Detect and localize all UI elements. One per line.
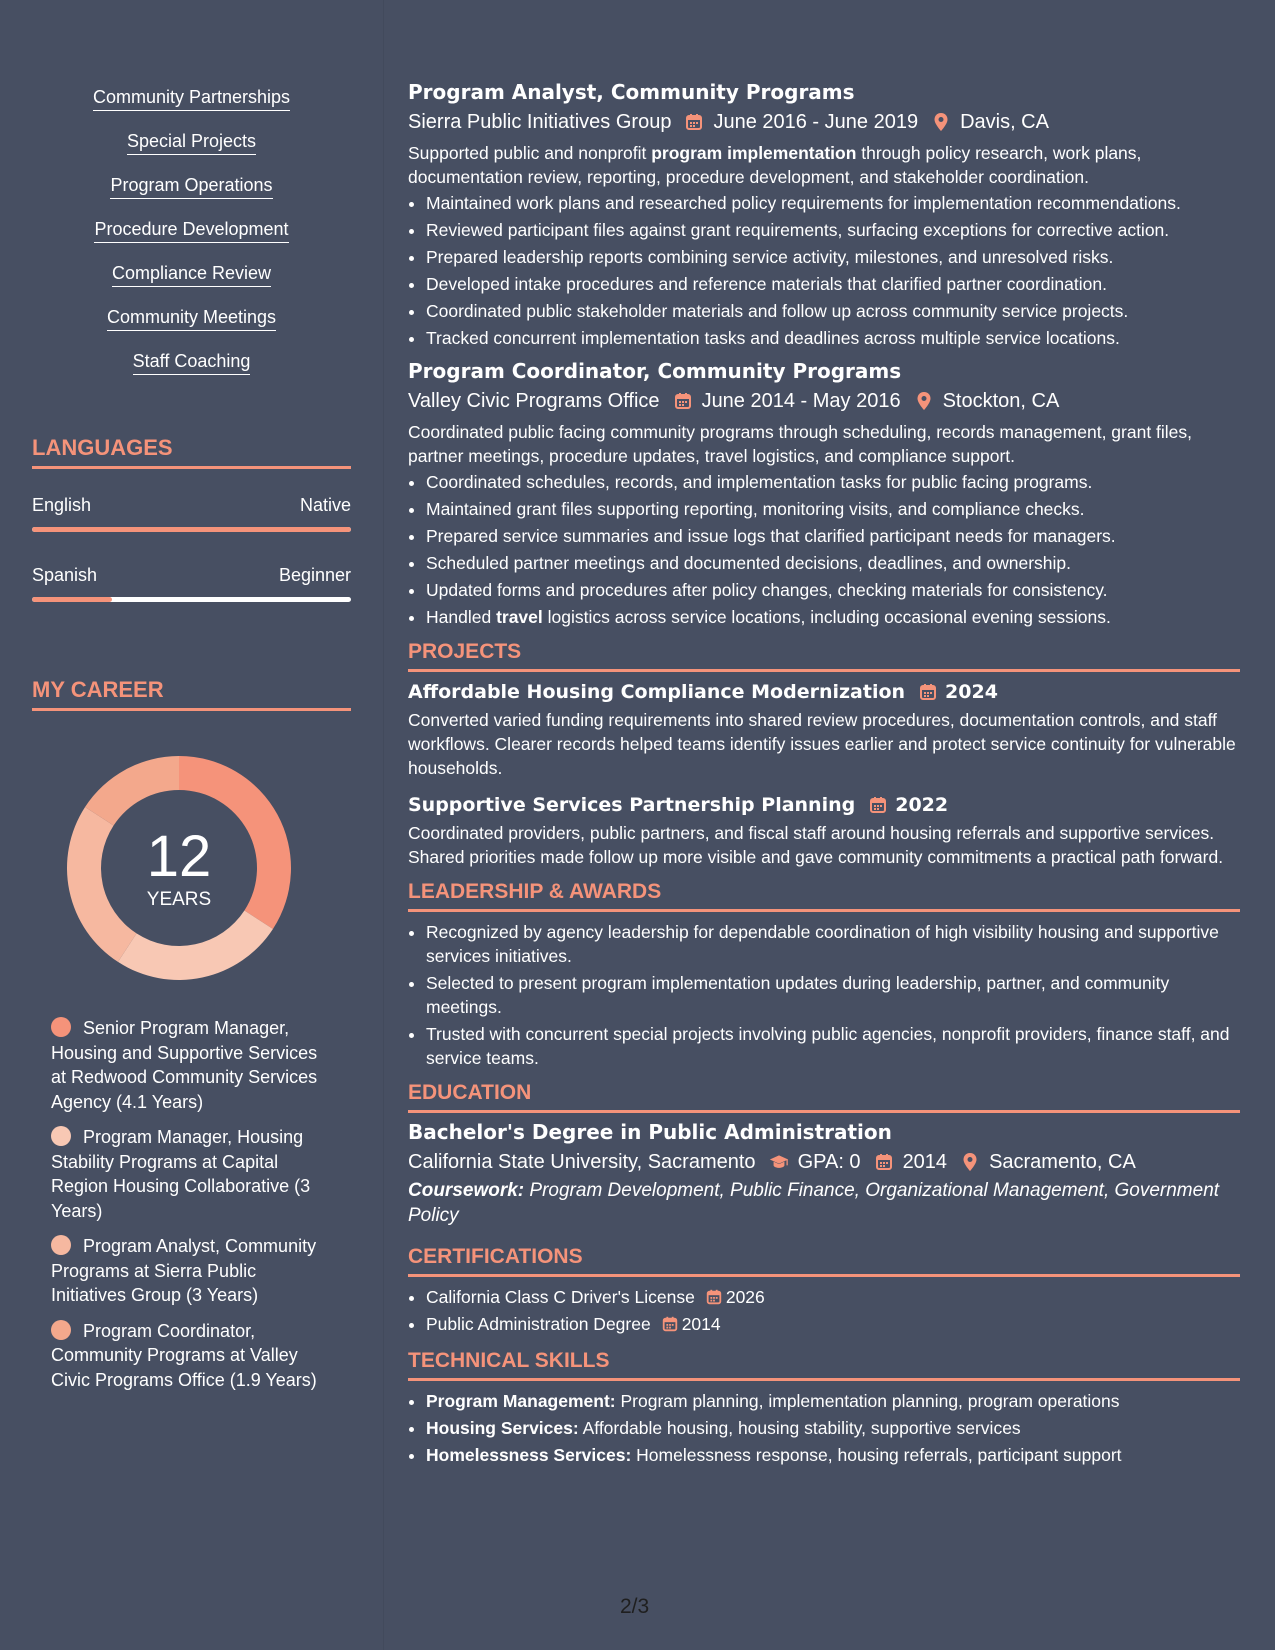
company-name: Sierra Public Initiatives Group bbox=[408, 111, 672, 133]
calendar-icon bbox=[873, 1151, 895, 1173]
language-name: English bbox=[32, 495, 92, 515]
education-location: Sacramento, CA bbox=[989, 1151, 1136, 1173]
gpa: GPA: 0 bbox=[797, 1151, 861, 1173]
skills-list bbox=[0, 86, 383, 394]
projects-heading: PROJECTS bbox=[408, 639, 1240, 672]
job-title: Program Analyst, Community Programs bbox=[408, 80, 855, 104]
career-item bbox=[51, 1016, 331, 1114]
job-meta bbox=[408, 388, 1240, 414]
job-location: Davis, CA bbox=[960, 111, 1049, 133]
certification-year: 2014 bbox=[681, 1314, 721, 1334]
skill-category: Housing Services: bbox=[426, 1418, 579, 1438]
language-spanish bbox=[32, 564, 351, 602]
certification-item bbox=[426, 1285, 1240, 1309]
desc-text: Supported public and nonprofit bbox=[408, 143, 652, 163]
job-bullet: • Updated forms and procedures after policy changes, checking materials for consistency. bbox=[426, 578, 1240, 602]
language-bar bbox=[32, 597, 351, 602]
career-item-text: Senior Program Manager, Housing and Supportive Services at Redwood Community Services Agency (4.1 Years) bbox=[51, 1018, 318, 1112]
location-pin-icon bbox=[930, 111, 952, 133]
language-bar-fill bbox=[32, 527, 351, 532]
calendar-icon bbox=[867, 794, 889, 816]
coursework-text: Program Development, Public Finance, Organizational Management, Government Policy bbox=[408, 1180, 1220, 1226]
skill-item: Special Projects bbox=[127, 130, 256, 155]
career-item bbox=[51, 1125, 331, 1223]
skill-values: Affordable housing, housing stability, supportive services bbox=[578, 1418, 1021, 1438]
job-bullets bbox=[408, 470, 1240, 629]
leadership-bullet: • Recognized by agency leadership for dependable coordination of high visibility housing and supportive services initiatives. bbox=[426, 920, 1240, 968]
job-bullet bbox=[426, 605, 1240, 629]
project-year: 2022 bbox=[895, 794, 949, 816]
language-english bbox=[32, 494, 351, 532]
project-description: Coordinated providers, public partners, and fiscal staff around housing referrals and supportive services. Shared priorities made follow up more visible and gave community commitments a practical path forward. bbox=[408, 823, 1224, 867]
calendar-icon bbox=[672, 390, 694, 412]
leadership-heading: LEADERSHIP & AWARDS bbox=[408, 879, 1240, 912]
calendar-icon bbox=[705, 1288, 723, 1306]
certification-name: California Class C Driver's License bbox=[426, 1287, 695, 1307]
legend-dot bbox=[51, 1017, 71, 1037]
project-title-row bbox=[408, 793, 1240, 817]
technical-skill-item bbox=[426, 1416, 1240, 1440]
leadership-bullets bbox=[408, 920, 1240, 1070]
technical-skills-heading: TECHNICAL SKILLS bbox=[408, 1348, 1240, 1381]
language-bar bbox=[32, 527, 351, 532]
job-bullet: • Developed intake procedures and reference materials that clarified partner coordination. bbox=[426, 272, 1240, 296]
career-item bbox=[51, 1319, 331, 1393]
job-bullet: • Tracked concurrent implementation tasks and deadlines across multiple service locations. bbox=[426, 326, 1240, 350]
project-title: Affordable Housing Compliance Modernization bbox=[408, 681, 906, 703]
skill-item: Program Operations bbox=[110, 174, 272, 199]
desc-bold: program implementation bbox=[651, 143, 857, 163]
project-entry bbox=[408, 680, 1240, 780]
certification-item bbox=[426, 1312, 1240, 1336]
location-pin-icon bbox=[913, 390, 935, 412]
education-heading: EDUCATION bbox=[408, 1080, 1240, 1113]
bullet-text: logistics across service locations, including occasional evening sessions. bbox=[542, 607, 1111, 627]
career-years-label: YEARS bbox=[146, 889, 212, 910]
career-item bbox=[51, 1234, 331, 1308]
page-number: 2/3 bbox=[620, 1595, 650, 1618]
skill-values: Homelessness response, housing referrals, participant support bbox=[631, 1445, 1122, 1465]
technical-skill-item bbox=[426, 1443, 1240, 1467]
job-bullet: • Maintained grant files supporting reporting, monitoring visits, and compliance checks. bbox=[426, 497, 1240, 521]
career-heading: MY CAREER bbox=[32, 677, 351, 711]
technical-skills-list bbox=[408, 1389, 1240, 1467]
skill-item: Procedure Development bbox=[94, 218, 288, 243]
skill-category: Program Management: bbox=[426, 1391, 616, 1411]
degree-title: Bachelor's Degree in Public Administration bbox=[408, 1120, 892, 1144]
job-bullets bbox=[408, 191, 1240, 350]
legend-dot bbox=[51, 1126, 71, 1146]
language-bar-fill bbox=[32, 597, 112, 602]
leadership-bullet: • Selected to present program implementation updates during leadership, partner, and community meetings. bbox=[426, 971, 1240, 1019]
certifications-heading: CERTIFICATIONS bbox=[408, 1244, 1240, 1277]
skill-item: Community Meetings bbox=[107, 306, 276, 331]
skill-item: Compliance Review bbox=[112, 262, 271, 287]
job-bullet: • Prepared leadership reports combining service activity, milestones, and unresolved risks. bbox=[426, 245, 1240, 269]
calendar-icon bbox=[683, 111, 705, 133]
job-location: Stockton, CA bbox=[942, 390, 1060, 412]
school-name: California State University, Sacramento bbox=[408, 1151, 756, 1173]
job-bullet: • Maintained work plans and researched policy requirements for implementation recommendations. bbox=[426, 191, 1240, 215]
job-dates: June 2016 - June 2019 bbox=[713, 111, 919, 133]
job-bullet: • Scheduled partner meetings and documented decisions, deadlines, and ownership. bbox=[426, 551, 1240, 575]
career-donut-chart bbox=[66, 755, 292, 981]
career-list bbox=[51, 1016, 331, 1403]
calendar-icon bbox=[917, 681, 939, 703]
technical-skill-item bbox=[426, 1389, 1240, 1413]
project-title: Supportive Services Partnership Planning bbox=[408, 794, 856, 816]
calendar-icon bbox=[661, 1315, 679, 1333]
language-level: Beginner bbox=[278, 565, 351, 585]
language-level: Native bbox=[299, 495, 351, 515]
career-years-number: 12 bbox=[146, 824, 212, 889]
donut-segment bbox=[118, 910, 273, 980]
legend-dot bbox=[51, 1320, 71, 1340]
certification-name: Public Administration Degree bbox=[426, 1314, 651, 1334]
job-title: Program Coordinator, Community Programs bbox=[408, 359, 902, 383]
certification-year: 2026 bbox=[725, 1287, 765, 1307]
job-bullet: • Prepared service summaries and issue logs that clarified participant needs for managers. bbox=[426, 524, 1240, 548]
sidebar bbox=[0, 0, 384, 1650]
job-dates: June 2014 - May 2016 bbox=[701, 390, 901, 412]
job-bullet: • Coordinated schedules, records, and implementation tasks for public facing programs. bbox=[426, 470, 1240, 494]
project-year: 2024 bbox=[945, 681, 998, 703]
desc-text: through policy research, work plans, documentation review, reporting, procedure development, and stakeholder coordination. bbox=[408, 143, 1142, 187]
bullet-bold: travel bbox=[496, 607, 543, 627]
coursework bbox=[408, 1178, 1240, 1228]
languages-heading: LANGUAGES bbox=[32, 435, 351, 469]
skill-item: Staff Coaching bbox=[133, 350, 251, 375]
language-name: Spanish bbox=[32, 565, 98, 585]
project-entry bbox=[408, 793, 1240, 869]
graduation-cap-icon bbox=[768, 1151, 790, 1173]
job-entry bbox=[408, 358, 1240, 629]
location-pin-icon bbox=[959, 1151, 981, 1173]
skill-values: Program planning, implementation planning, program operations bbox=[615, 1391, 1120, 1411]
certifications-list bbox=[408, 1285, 1240, 1336]
education-meta bbox=[408, 1149, 1240, 1175]
project-description: Converted varied funding requirements into shared review procedures, documentation controls, and staff workflows. Clearer records helped teams identify issues earlier and protect service continuity for vulnerable households. bbox=[408, 710, 1236, 778]
company-name: Valley Civic Programs Office bbox=[408, 390, 660, 412]
career-item-text: Program Manager, Housing Stability Programs at Capital Region Housing Collaborative (3 Years) bbox=[51, 1127, 311, 1221]
coursework-label: Coursework: bbox=[408, 1180, 525, 1201]
leadership-bullet: • Trusted with concurrent special projects involving public agencies, nonprofit providers, finance staff, and service teams. bbox=[426, 1022, 1240, 1070]
job-entry bbox=[408, 79, 1240, 350]
job-description: Coordinated public facing community programs through scheduling, records management, grant files, partner meetings, procedure updates, travel logistics, and compliance support. bbox=[408, 422, 1193, 466]
education-entry bbox=[408, 1119, 1240, 1228]
job-bullet: • Coordinated public stakeholder materials and follow up across community service projects. bbox=[426, 299, 1240, 323]
job-meta bbox=[408, 109, 1240, 135]
skill-category: Homelessness Services: bbox=[426, 1445, 632, 1465]
career-item-text: Program Analyst, Community Programs at Sierra Public Initiatives Group (3 Years) bbox=[51, 1236, 317, 1305]
main-content bbox=[408, 79, 1240, 1470]
graduation-year: 2014 bbox=[902, 1151, 948, 1173]
job-description bbox=[408, 141, 1240, 189]
donut-segment bbox=[85, 756, 179, 826]
legend-dot bbox=[51, 1235, 71, 1255]
bullet-text: Handled bbox=[426, 607, 497, 627]
career-item-text: Program Coordinator, Community Programs at Valley Civic Programs Office (1.9 Years) bbox=[51, 1320, 317, 1390]
project-title-row bbox=[408, 680, 1240, 704]
job-bullet: • Reviewed participant files against grant requirements, surfacing exceptions for corrective action. bbox=[426, 218, 1240, 242]
skill-item: Community Partnerships bbox=[93, 86, 290, 111]
